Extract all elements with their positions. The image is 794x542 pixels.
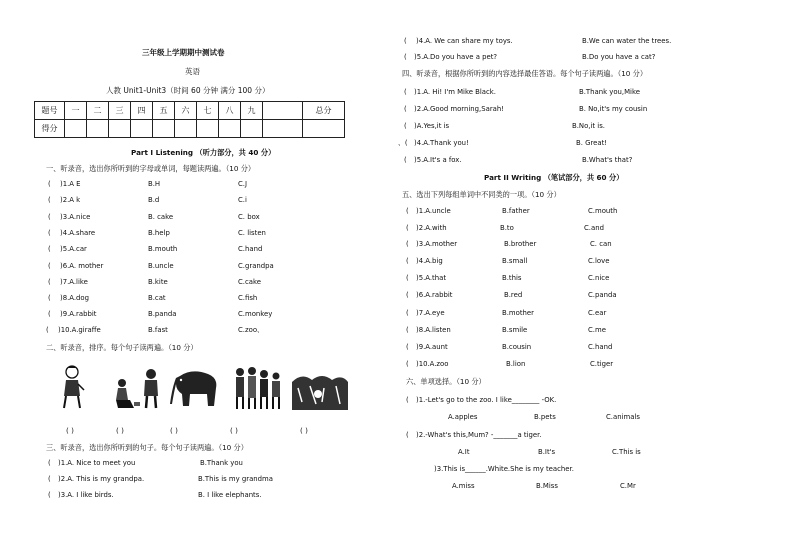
score-input-cell[interactable]: [219, 120, 241, 138]
score-table-score-row: [35, 120, 345, 138]
score-input-cell[interactable]: [263, 120, 303, 138]
table-cell: 三: [109, 102, 131, 120]
exam-title: 三年级上学期期中测试卷: [142, 48, 225, 57]
answer-bracket[interactable]: ( ): [170, 426, 178, 435]
answer-bracket[interactable]: ( ): [300, 426, 308, 435]
elephant-picture: [170, 368, 222, 410]
family-group-picture: [234, 366, 284, 410]
table-cell: 四: [131, 102, 153, 120]
answer-bracket[interactable]: ( ): [66, 426, 74, 435]
table-cell: 一: [65, 102, 87, 120]
score-input-cell[interactable]: [175, 120, 197, 138]
section5-heading: 五、选出下列每组单词中不同类的一项。（10 分）: [402, 190, 561, 199]
answer-bracket[interactable]: ( ): [230, 426, 238, 435]
section4-heading: 四、听录音，根据你所听到的内容选择最佳答语。每个句子读两遍。（10 分）: [402, 69, 648, 78]
boy-writing-picture: [60, 364, 86, 410]
answer-bracket[interactable]: ( ): [116, 426, 124, 435]
table-cell: 六: [175, 102, 197, 120]
part2-heading: Part II Writing （笔试部分，共 60 分）: [484, 173, 624, 182]
score-table: [34, 101, 345, 138]
table-cell: 七: [197, 102, 219, 120]
table-cell: 九: [241, 102, 263, 120]
score-input-cell[interactable]: [65, 120, 87, 138]
section6-heading: 六、单项选择。（10 分）: [406, 377, 486, 386]
section1-heading: 一、听录音，选出你所听到的字母或单词，每题读两遍。（10 分）: [46, 164, 256, 173]
table-cell: 五: [153, 102, 175, 120]
table-cell: 八: [219, 102, 241, 120]
score-input-cell[interactable]: [87, 120, 109, 138]
section2-heading: 二、听录音，排序。每个句子读两遍。（10 分）: [46, 343, 198, 352]
part1-heading: Part I Listening （听力部分，共 40 分）: [131, 148, 276, 157]
zoo-scene-picture: [292, 372, 348, 410]
table-cell: 得分: [35, 120, 65, 138]
score-input-cell[interactable]: [131, 120, 153, 138]
exam-subtitle: 人教 Unit1-Unit3（时间 60 分钟 满分 100 分）: [106, 86, 270, 95]
standing-child-picture: [142, 368, 160, 410]
table-cell: 题号: [35, 102, 65, 120]
exam-subject: 英语: [185, 67, 200, 76]
table-cell: 二: [87, 102, 109, 120]
score-input-cell[interactable]: [109, 120, 131, 138]
score-input-cell[interactable]: [241, 120, 263, 138]
kneeling-person-picture: [112, 378, 142, 410]
table-cell: 总分: [303, 102, 345, 120]
score-input-cell[interactable]: [153, 120, 175, 138]
score-input-cell[interactable]: [197, 120, 219, 138]
section3-heading: 三、听录音，选出你所听到的句子。每个句子读两遍。（10 分）: [46, 443, 248, 452]
score-input-cell[interactable]: [303, 120, 345, 138]
table-cell: [263, 102, 303, 120]
score-table-header-row: [35, 102, 345, 120]
